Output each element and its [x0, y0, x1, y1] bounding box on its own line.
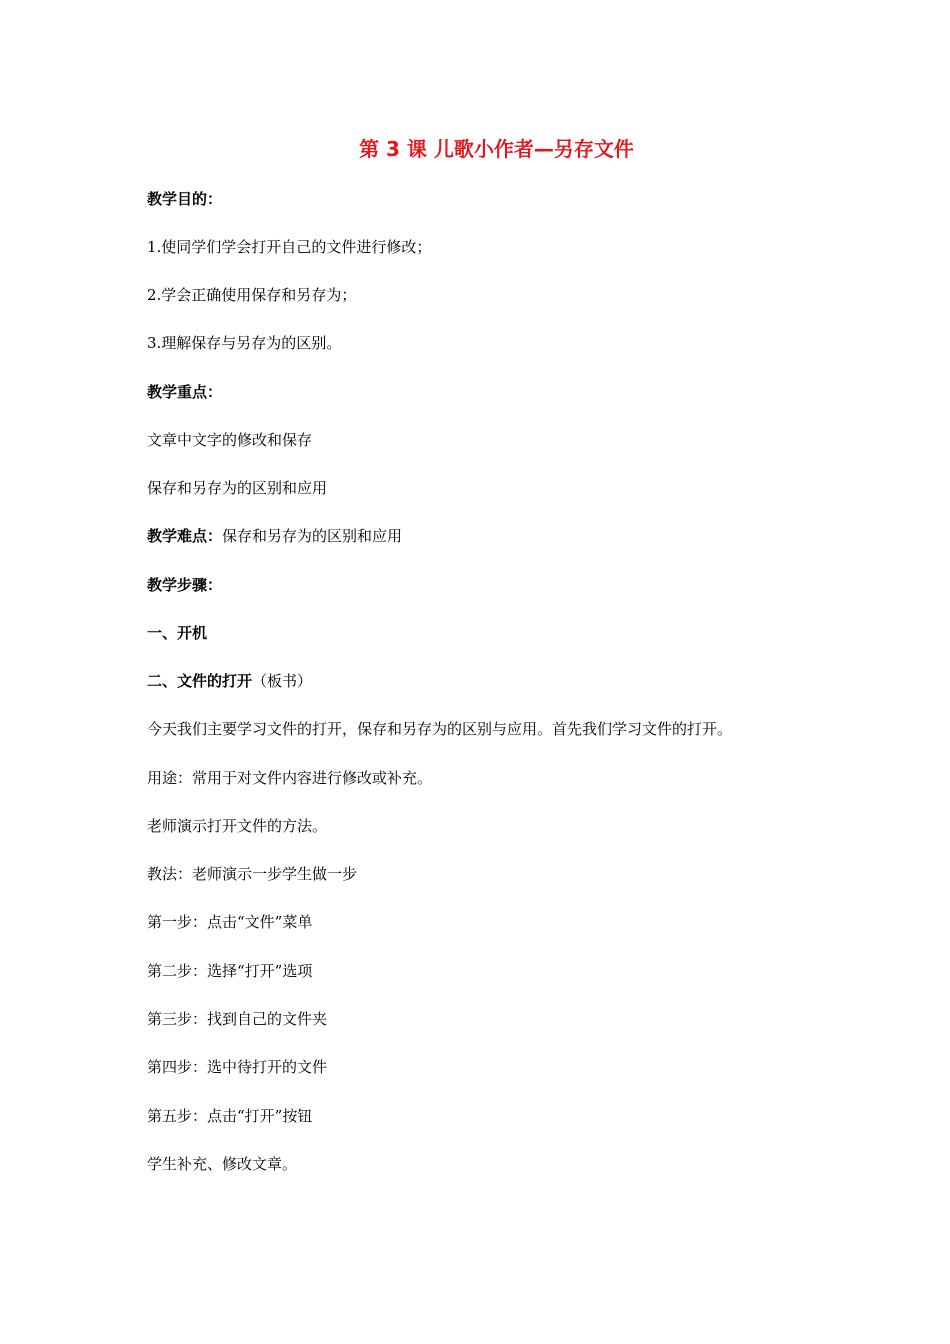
section-power-on: 一、开机	[147, 624, 208, 642]
keypoints-heading: 教学重点：	[147, 383, 223, 401]
step-item-2: 第二步：选择“打开”选项	[147, 962, 313, 980]
section-open-file-heading: 二、文件的打开	[147, 672, 253, 690]
steps-heading: 教学步骤：	[147, 576, 223, 594]
objective-item-2: 2.学会正确使用保存和另存为；	[147, 286, 357, 304]
usage-paragraph: 用途：常用于对文件内容进行修改或补充。	[147, 769, 433, 787]
keypoint-item-1: 文章中文字的修改和保存	[147, 431, 313, 449]
method-paragraph: 教法：老师演示一步学生做一步	[147, 865, 358, 883]
difficulty-heading: 教学难点：	[147, 527, 223, 545]
difficulty-text: 保存和另存为的区别和应用	[222, 527, 403, 545]
objective-item-1: 1.使同学们学会打开自己的文件进行修改；	[147, 238, 432, 256]
section-open-file	[147, 670, 312, 692]
objectives-heading: 教学目的：	[147, 190, 223, 208]
section-open-file-note: （板书）	[252, 672, 313, 690]
intro-paragraph: 今天我们主要学习文件的打开，保存和另存为的区别与应用。首先我们学习文件的打开。	[147, 720, 733, 738]
step-item-3: 第三步：找到自己的文件夹	[147, 1010, 328, 1028]
demo-paragraph: 老师演示打开文件的方法。	[147, 817, 328, 835]
step-item-4: 第四步：选中待打开的文件	[147, 1058, 328, 1076]
keypoint-item-2: 保存和另存为的区别和应用	[147, 479, 328, 497]
step-item-1: 第一步：点击“文件”菜单	[147, 913, 313, 931]
closing-paragraph: 学生补充、修改文章。	[147, 1155, 298, 1173]
document-title: 第 3 课 儿歌小作者—另存文件	[359, 137, 634, 161]
step-item-5: 第五步：点击“打开”按钮	[147, 1107, 313, 1125]
objective-item-3: 3.理解保存与另存为的区别。	[147, 334, 342, 352]
difficulty-line	[147, 525, 402, 547]
